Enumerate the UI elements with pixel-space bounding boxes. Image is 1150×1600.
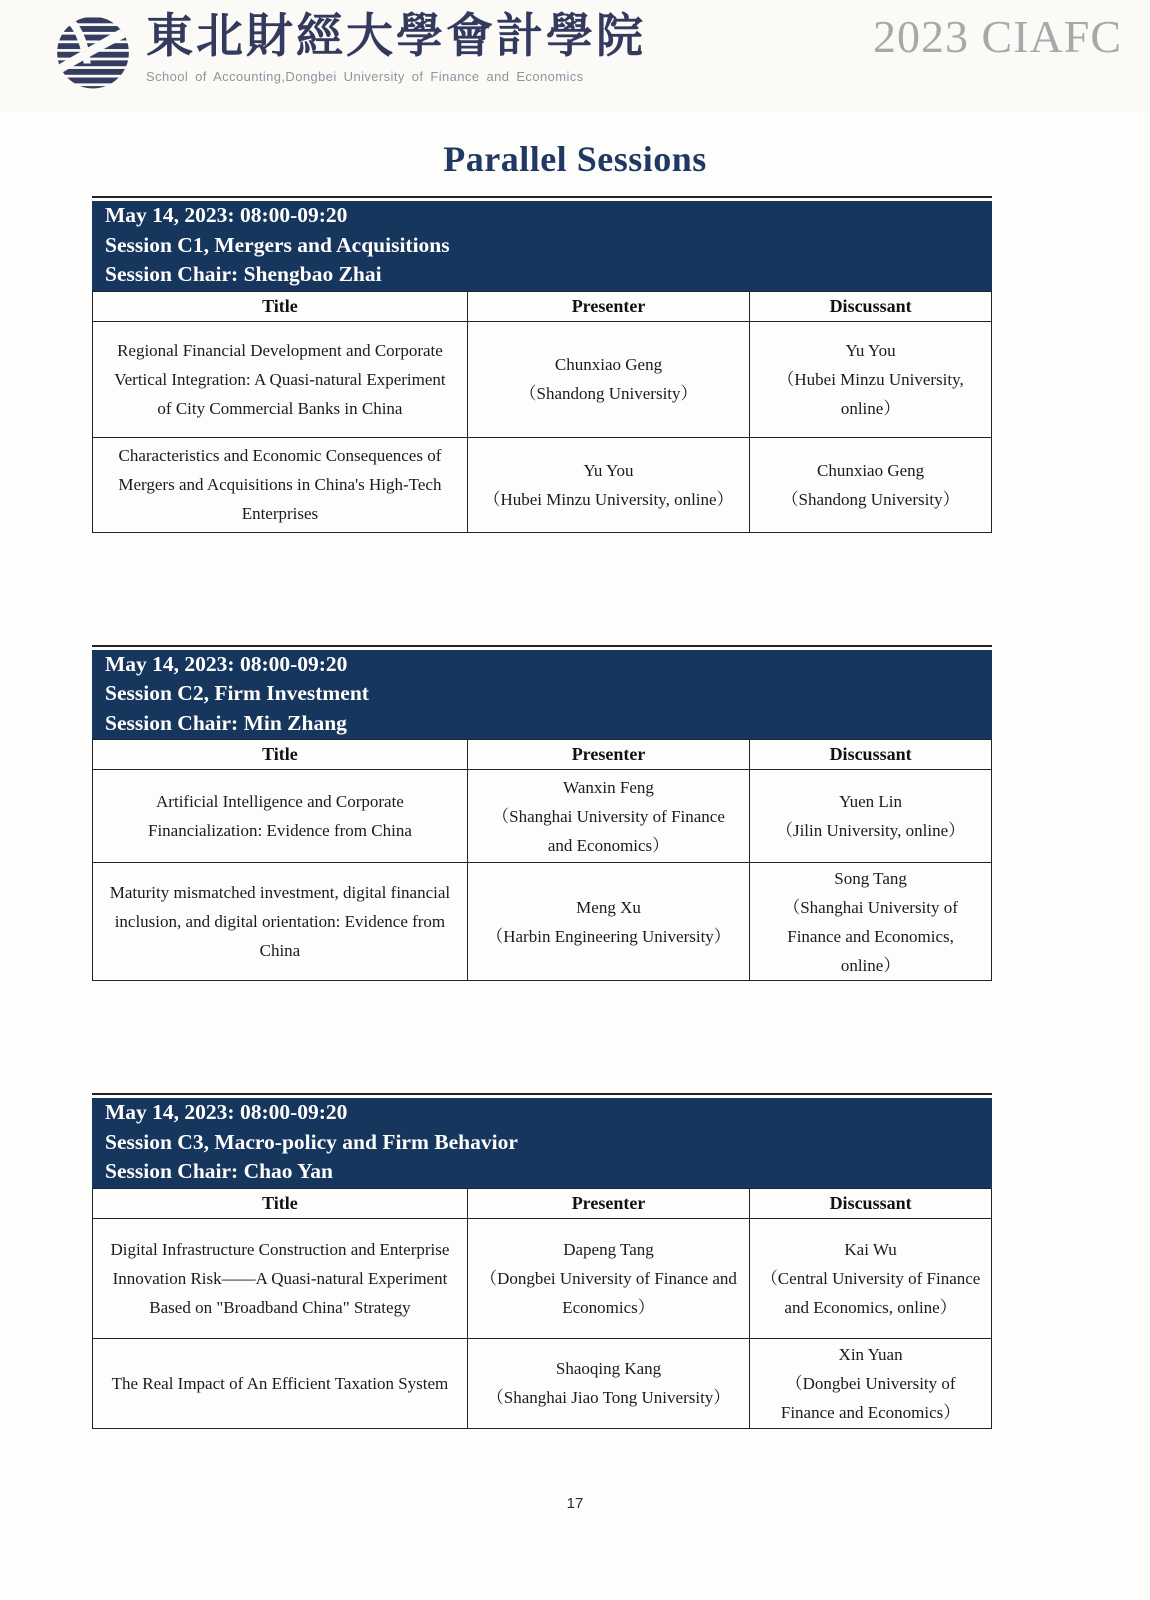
discussant-affiliation: （Hubei Minzu University, online） xyxy=(777,369,964,418)
presenter-name: Chunxiao Geng xyxy=(554,355,663,374)
discussant-name: Chunxiao Geng xyxy=(816,460,925,480)
column-header-title: Title xyxy=(93,291,468,321)
discussant-name: Song Tang xyxy=(834,868,907,888)
school-name-chinese: 東北財經大學會計學院 xyxy=(146,11,646,63)
presenter-name: Shaoqing Kang xyxy=(555,1359,662,1378)
paper-row xyxy=(93,1218,992,1338)
papers-table xyxy=(92,1188,992,1429)
paper-title: Artificial Intelligence and Corporate Financialization: Evidence from China xyxy=(93,770,468,863)
discussant-affiliation: （Jilin University, online） xyxy=(775,821,966,840)
presenter-cell xyxy=(467,437,749,532)
presenter-affiliation: （Shandong University） xyxy=(519,384,698,403)
discussant-cell xyxy=(750,1338,992,1428)
session-header xyxy=(92,1098,992,1188)
session-chair: Session Chair: Min Zhang xyxy=(105,710,347,735)
table-header-row xyxy=(93,1188,992,1218)
discussant-cell xyxy=(750,1218,992,1338)
session-table-c1 xyxy=(92,196,992,533)
discussant-affiliation: （Central University of Finance and Economics, online） xyxy=(760,1268,981,1317)
column-header-presenter: Presenter xyxy=(467,1188,749,1218)
presenter-cell xyxy=(467,1338,749,1428)
column-header-presenter: Presenter xyxy=(467,291,749,321)
paper-title: Characteristics and Economic Consequences of Mergers and Acquisitions in China's High-Tech Enterprises xyxy=(93,437,468,532)
striped-globe-icon xyxy=(54,12,132,90)
discussant-cell xyxy=(750,863,992,981)
column-header-title: Title xyxy=(93,1188,468,1218)
presenter-cell xyxy=(467,770,749,863)
page-header xyxy=(0,0,1150,112)
presenter-affiliation: （Hubei Minzu University, online） xyxy=(483,489,734,509)
discussant-name: Kai Wu xyxy=(844,1239,897,1259)
school-name-block xyxy=(146,6,646,84)
discussant-name: Yuen Lin xyxy=(839,792,902,811)
discussant-affiliation: （Dongbei University of Finance and Economics） xyxy=(780,1373,961,1422)
session-table-c2 xyxy=(92,645,992,982)
paper-title: The Real Impact of An Efficient Taxation System xyxy=(93,1338,468,1428)
table-header-row xyxy=(93,740,992,770)
paper-row xyxy=(93,863,992,981)
discussant-cell xyxy=(750,770,992,863)
paper-row xyxy=(93,1338,992,1428)
presenter-affiliation: （Shanghai Jiao Tong University） xyxy=(486,1388,731,1407)
paper-row xyxy=(93,770,992,863)
discussant-affiliation: （Shanghai University of Finance and Economics, online） xyxy=(783,897,958,975)
page-number: 17 xyxy=(566,1494,584,1512)
session-time: May 14, 2023: 08:00-09:20 xyxy=(105,203,348,227)
paper-row xyxy=(93,437,992,532)
discussant-cell xyxy=(750,437,992,532)
presenter-name: Dapeng Tang xyxy=(563,1239,654,1259)
session-name: Session C3, Macro-policy and Firm Behavior xyxy=(105,1129,518,1154)
discussant-name: Yu You xyxy=(845,340,896,360)
presenter-name: Wanxin Feng xyxy=(563,777,654,797)
column-header-title: Title xyxy=(93,740,468,770)
column-header-discussant: Discussant xyxy=(750,1188,992,1218)
paper-title: Maturity mismatched investment, digital financial inclusion, and digital orientation: Evidence from China xyxy=(93,863,468,981)
paper-row xyxy=(93,321,992,437)
discussant-cell xyxy=(750,321,992,437)
session-chair: Session Chair: Shengbao Zhai xyxy=(105,262,382,286)
column-header-discussant: Discussant xyxy=(750,291,992,321)
session-name: Session C2, Firm Investment xyxy=(105,681,369,705)
session-header xyxy=(92,201,992,291)
school-name-english: School of Accounting,Dongbei University of Finance and Economics xyxy=(146,69,584,84)
presenter-affiliation: （Dongbei University of Finance and Economics） xyxy=(480,1268,737,1317)
paper-title: Regional Financial Development and Corporate Vertical Integration: A Quasi-natural Experiment of City Commercial Banks in China xyxy=(93,321,468,437)
school-logo-block xyxy=(54,6,646,90)
presenter-cell xyxy=(467,1218,749,1338)
presenter-name: Yu You xyxy=(583,460,634,480)
presenter-affiliation: （Shanghai University of Finance and Economics） xyxy=(492,806,725,855)
session-time: May 14, 2023: 08:00-09:20 xyxy=(105,651,348,676)
papers-table xyxy=(92,291,992,533)
discussant-affiliation: （Shandong University） xyxy=(781,489,960,509)
session-chair: Session Chair: Chao Yan xyxy=(105,1159,333,1183)
presenter-name: Meng Xu xyxy=(576,897,641,917)
table-header-row xyxy=(93,291,992,321)
session-time: May 14, 2023: 08:00-09:20 xyxy=(105,1100,348,1124)
session-header xyxy=(92,650,992,740)
presenter-affiliation: （Harbin Engineering University） xyxy=(486,926,731,946)
papers-table xyxy=(92,739,992,981)
discussant-name: Xin Yuan xyxy=(838,1344,903,1364)
presenter-cell xyxy=(467,321,749,437)
column-header-discussant: Discussant xyxy=(750,740,992,770)
conference-badge: 2023 CIAFC xyxy=(873,11,1122,62)
page-title: Parallel Sessions xyxy=(443,139,707,179)
session-name: Session C1, Mergers and Acquisitions xyxy=(105,232,450,257)
column-header-presenter: Presenter xyxy=(467,740,749,770)
paper-title: Digital Infrastructure Construction and Enterprise Innovation Risk——A Quasi-natural Experiment Based on "Broadband China" Strategy xyxy=(93,1218,468,1338)
presenter-cell xyxy=(467,863,749,981)
session-table-c3 xyxy=(92,1093,992,1429)
